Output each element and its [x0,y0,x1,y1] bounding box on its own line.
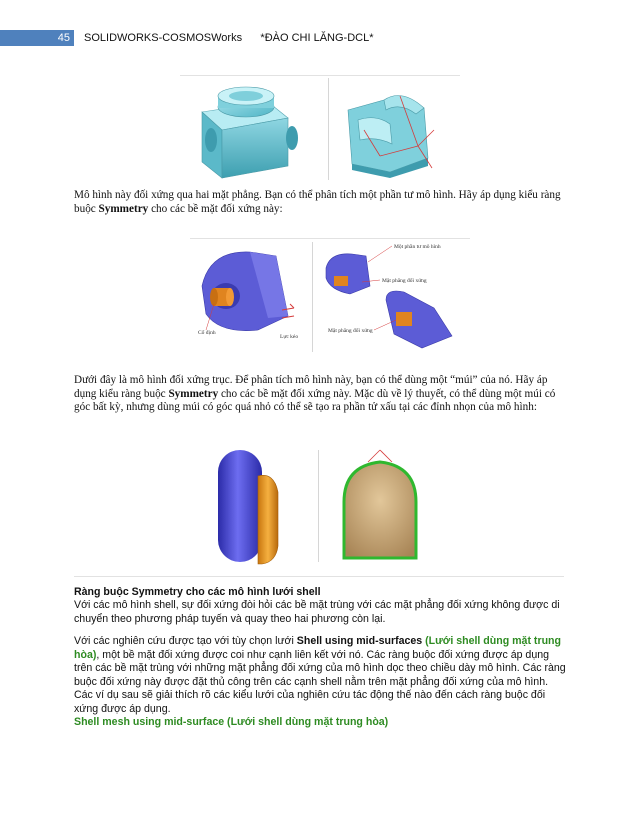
capsule-illustration [200,446,440,566]
paragraph-symmetry-planes: Mô hình này đối xứng qua hai mặt phẳng. Bạn có thể phân tích một phần tư mô hình. Hãy áp dụng kiểu ràng buộc Symmetry cho các bề mặt đối xứng này: [74,189,561,215]
quarter-housing-model [326,243,452,348]
quarter-cube-model [348,96,434,179]
label-force: Lực kéo [280,334,299,340]
label-sym-face: Mặt phẳng đối xứng [328,328,373,334]
full-capsule-model [218,450,278,564]
page-number: 45 [0,30,74,46]
section-intro: Với các mô hình shell, sự đối xứng đòi hỏi các bề mặt trùng với các mặt phẳng đối xứng không được di chuyển theo phương pháp tuyến và quay theo hai phương còn lại. [74,599,560,625]
section-paragraph-2: Với các nghiên cứu được tạo với tùy chọn lưới Shell using mid-surfaces (Lưới shell dùng mặt trung hòa), một bề mặt đối xứng được coi như cạnh liên kết với nó. Các ràng buộc đối xứng được áp dụng trên các bề mặt trùng với những mặt phẳng đối xứng của mô hình dọc theo chiều dày mô hình. Các ràng buộc đối xứng này được đặt thủ công trên các cạnh shell nằm trên mặt phẳng đối xứng của mô hình. Các ví dụ sau sẽ giải thích rõ các kiểu lưới của nghiên cứu tác động thế nào đến cách ràng buộc đối xứng được áp dụng. [74,635,566,715]
label-fixed: Cố định [198,330,216,336]
page-header [0,26,638,48]
running-title: SOLIDWORKS-COSMOSWorks *ĐÀO CHI LĂNG-DCL* [84,32,374,44]
subheading-mid-surface: Shell mesh using mid-surface (Lưới shell dùng mặt trung hòa) [74,716,389,728]
section-heading: Ràng buộc Symmetry cho các mô hình lưới shell [74,586,321,598]
figure-housing-models [190,238,470,358]
paragraph-axisymmetric: Dưới đây là mô hình đối xứng trục. Để phân tích mô hình này, bạn có thể dùng một “múi” của nó. Hãy áp dụng kiểu ràng buộc Symmetry cho các bề mặt đối xứng này. Mặc dù về lý thuyết, có thể dùng một múi có góc bất kỳ, nhưng dùng múi có góc quá nhỏ có thể sẽ tạo ra phần tử xấu tại các đỉnh nhọn của mô hình: [74,374,556,413]
label-sym-plane: Mặt phẳng đối xứng [382,278,427,284]
cube-illustration [180,74,460,184]
label-quarter: Một phần tư mô hình [394,244,441,250]
full-cube-model [202,87,298,178]
section-divider [74,576,564,577]
full-housing-model [198,252,298,340]
housing-illustration [190,238,470,358]
figure-cube-models [180,74,460,184]
figure-capsule-models [200,446,440,566]
capsule-slice-model [344,450,416,558]
